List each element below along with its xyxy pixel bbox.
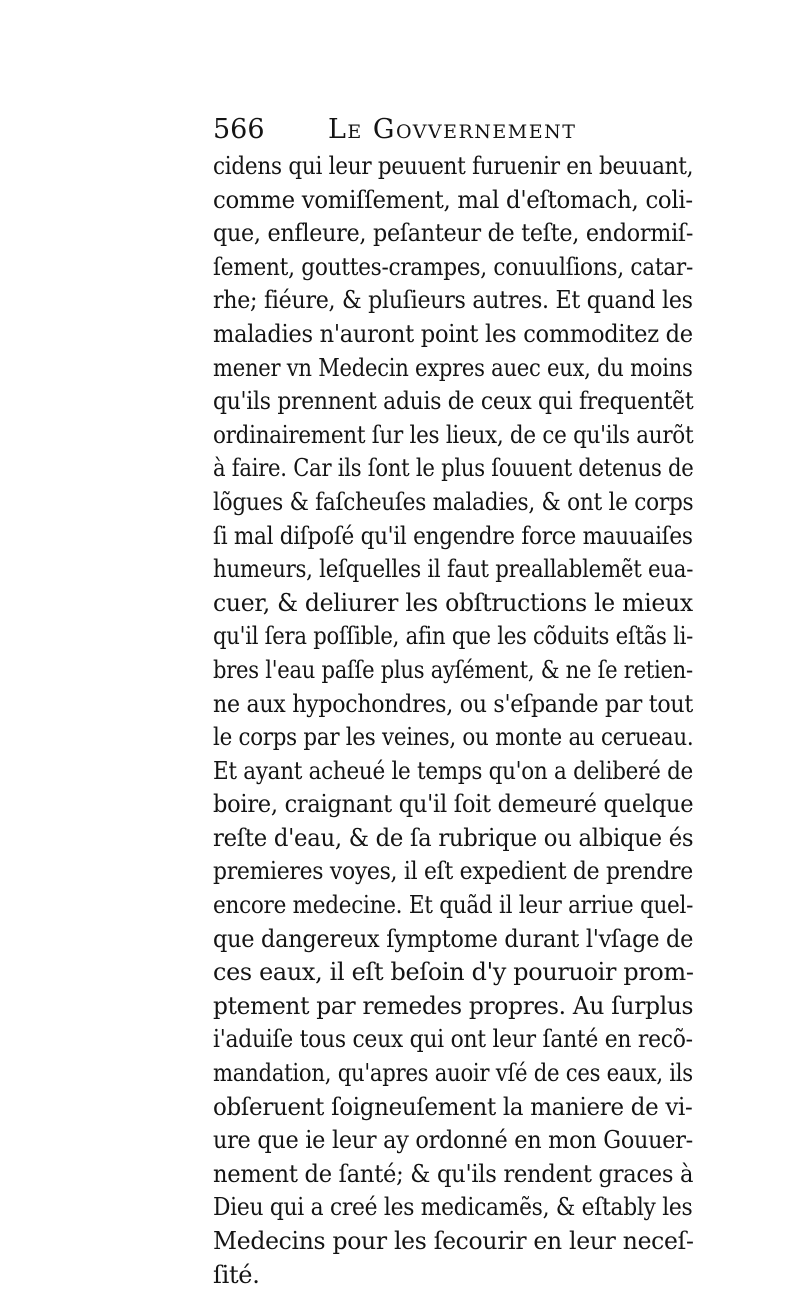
text-line: ne aux hypochondres, ou s'eſpande par tout xyxy=(213,689,693,718)
text-line: lõgues & faſcheuſes maladies, & ont le corps xyxy=(213,487,694,516)
text-line: bres l'eau paſſe plus ayſément, & ne ſe retien- xyxy=(213,655,693,684)
text-line: ſité. xyxy=(213,1260,260,1289)
text-line: ptement par remedes propres. Au ſurplus xyxy=(213,991,694,1020)
text-line: que dangereux ſymptome durant l'vſage de xyxy=(213,924,694,953)
text-line: mandation, qu'apres auoir vſé de ces eaux, ils xyxy=(213,1059,693,1088)
running-title: Le Govvernement xyxy=(328,114,577,145)
text-line: maladies n'auront point les commoditez de xyxy=(213,319,693,348)
text-line: humeurs, leſquelles il faut preallablemẽt eua- xyxy=(213,555,694,584)
text-line: qu'il ſera poſſible, afin que les cõduits eſtãs li- xyxy=(213,622,693,651)
text-line: ſement, gouttes-crampes, conuulſions, catar- xyxy=(213,252,694,281)
text-line: Medecins pour les ſecourir en leur neceſ- xyxy=(213,1227,694,1255)
text-line: Dieu qui a creé les medicamẽs, & eſtably les xyxy=(213,1193,693,1222)
text-line: ure que ie leur ay ordonné en mon Gouuer- xyxy=(213,1126,693,1155)
page-number: 566 xyxy=(213,114,265,145)
text-line: boire, craignant qu'il ſoit demeuré quelque xyxy=(213,790,694,819)
text-line: encore medecine. Et quãd il leur arriue quel- xyxy=(213,891,694,920)
text-line: obſeruent ſoigneuſement la maniere de vi- xyxy=(213,1092,693,1121)
body-text xyxy=(213,150,693,1292)
text-line: ordinairement ſur les lieux, de ce qu'ils aurõt xyxy=(213,420,694,449)
text-line: qu'ils prennent aduis de ceux qui frequentẽt xyxy=(213,387,694,416)
text-line: ſi mal diſpoſé qu'il engendre force mauuaiſes xyxy=(213,521,693,550)
text-line: comme vomiſſement, mal d'eſtomach, coli- xyxy=(213,185,693,214)
page-header xyxy=(213,110,673,150)
text-line: le corps par les veines, ou monte au cerueau. xyxy=(213,723,694,752)
text-line: cuer, & deliurer les obſtructions le mieux xyxy=(213,588,693,617)
text-line: que, enfleure, peſanteur de teſte, endormiſ- xyxy=(213,219,694,248)
text-line: i'aduiſe tous ceux qui ont leur ſanté en recõ- xyxy=(213,1025,693,1054)
text-line: premieres voyes, il eſt expedient de prendre xyxy=(213,857,693,886)
text-line: ces eaux, il eſt beſoin d'y pouruoir prom- xyxy=(213,958,694,987)
text-line: nement de ſanté; & qu'ils rendent graces à xyxy=(213,1159,694,1188)
text-line: Et ayant acheué le temps qu'on a deliberé de xyxy=(213,756,693,785)
text-line: reſte d'eau, & de ſa rubrique ou albique és xyxy=(213,823,694,852)
text-line: cidens qui leur peuuent furuenir en beuuant, xyxy=(213,152,694,180)
text-line: à faire. Car ils ſont le plus ſouuent detenus de xyxy=(213,454,694,483)
text-line: mener vn Medecin expres auec eux, du moins xyxy=(213,353,693,382)
text-line: rhe; fiéure, & pluſieurs autres. Et quand les xyxy=(213,286,693,315)
